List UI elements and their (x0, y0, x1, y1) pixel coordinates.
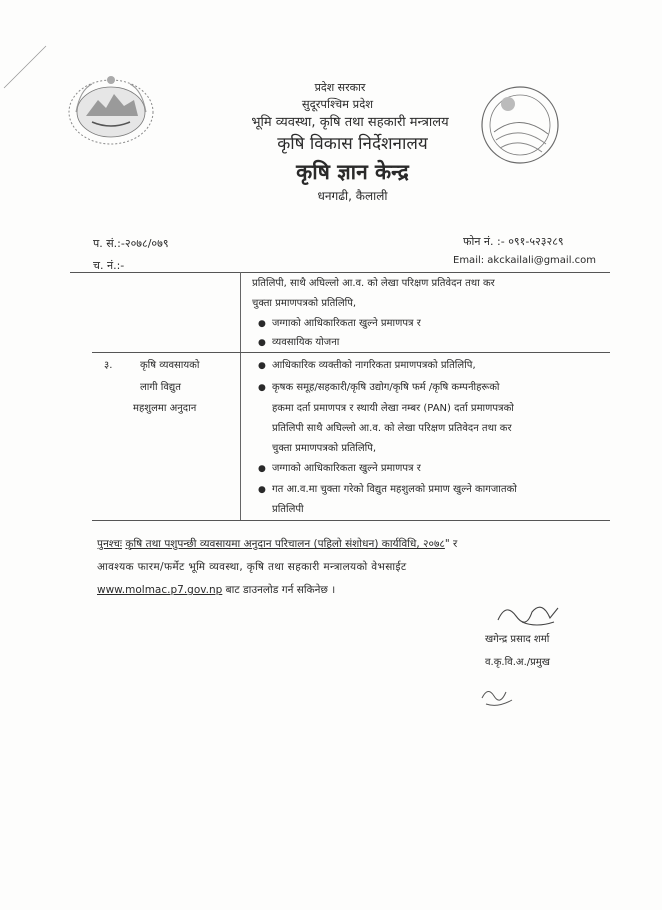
note-line-3-tail: बाट डाउनलोड गर्न सकिनेछ । (225, 584, 336, 596)
bullet-icon: ● (258, 338, 266, 348)
row3-title-2: लागी विद्युत (140, 382, 181, 393)
bullet-icon: ● (258, 319, 266, 329)
procedure-title-link[interactable]: कृषि तथा पशुपन्छी व्यवसायमा अनुदान परिचालन (पहिलो संशोधन) कार्यविधि, २०७८ (125, 538, 445, 550)
letterhead-directorate: कृषि विकास निर्देशनालय (277, 134, 428, 154)
row3-bullet-3: जग्गाको आधिकारिकता खुल्ने प्रमाणपत्र र (272, 463, 421, 474)
cont-line-2: चुक्ता प्रमाणपत्रको प्रतिलिपि, (252, 298, 357, 309)
row3-bullet-2-line-3: प्रतिलिपी साथै अघिल्लो आ.व. को लेखा परिक्षण प्रतिवेदन तथा कर (272, 423, 512, 434)
row3-bullet-2-line-1: कृषक समूह/सहकारी/कृषि उद्योग/कृषि फर्म /कृषि कम्पनीहरूको (272, 382, 500, 393)
letterhead-location: धनगढी, कैलाली (317, 189, 388, 203)
header-divider (70, 272, 610, 273)
phone-number: फोन नं. :- ०९१-५२३२८९ (463, 235, 564, 248)
bullet-icon: ● (258, 464, 266, 474)
bullet-icon: ● (258, 383, 266, 393)
row3-bullet-4-line-2: प्रतिलिपी (272, 504, 304, 515)
bullet-icon: ● (258, 361, 266, 371)
row3-title-1: कृषि व्यवसायको (140, 360, 200, 371)
letterhead (160, 80, 500, 205)
handwritten-signature (492, 596, 572, 632)
row3-bullet-4-line-1: गत आ.व.मा चुक्ता गरेको विद्युत महशुलको प्रमाण खुल्ने कागजातको (272, 484, 517, 495)
signatory-title: व.कृ.वि.अ./प्रमुख (485, 657, 550, 668)
row3-title-3: महशुलमा अनुदान (133, 403, 197, 414)
email-address: Email: akckailali@gmail.com (453, 255, 597, 266)
row3-bullet-2-line-2: हकमा दर्ता प्रमाणपत्र र स्थायी लेखा नम्बर (PAN) दर्ता प्रमाणपत्रको (272, 403, 514, 414)
note-line-1-tail: " र (444, 538, 458, 550)
letterhead-province: सुदूरपश्चिम प्रदेश (301, 97, 374, 111)
reference-number: प. सं.:-२०७८/०७९ (93, 237, 169, 250)
row3-number: ३. (104, 360, 113, 371)
signatory-name: खगेन्द्र प्रसाद शर्मा (485, 634, 550, 645)
note-line-2: आवश्यक फारम/फर्मेट भूमि व्यवस्था, कृषि तथा सहकारी मन्त्रालयको वेभसाईट (97, 561, 407, 573)
scan-artifact-line (0, 40, 60, 100)
note-line-3 (97, 583, 335, 597)
cont-bullet-1: जग्गाको आधिकारिकता खुल्ने प्रमाणपत्र र (272, 318, 421, 329)
nepal-emblem-icon (62, 70, 160, 150)
row3-bullet-2-line-4: चुक्ता प्रमाणपत्रको प्रतिलिपि, (272, 443, 377, 454)
bullet-icon: ● (258, 485, 266, 495)
note-line-1 (97, 537, 457, 551)
cont-bullet-2: व्यवसायिक योजना (272, 337, 340, 348)
letterhead-office: कृषि ज्ञान केन्द्र (296, 160, 409, 184)
initials-mark (478, 680, 518, 710)
cont-line-1: प्रतिलिपी, साथै अघिल्लो आ.व. को लेखा परिक्षण प्रतिवेदन तथा कर (252, 278, 495, 289)
note-label: पुनश्चः (97, 538, 123, 550)
table-bottom-border (92, 520, 610, 521)
dispatch-number: च. नं.:- (93, 259, 125, 272)
table-column-divider (240, 272, 241, 520)
row3-bullet-1: आधिकारिक व्यक्तीको नागरिकता प्रमाणपत्रको प्रतिलिपि, (272, 360, 476, 371)
website-link[interactable]: www.molmac.p7.gov.np (97, 584, 223, 596)
letterhead-government: प्रदेश सरकार (314, 81, 366, 94)
letterhead-ministry: भूमि व्यवस्था, कृषि तथा सहकारी मन्त्रालय (251, 115, 449, 130)
table-row-divider (92, 352, 610, 353)
